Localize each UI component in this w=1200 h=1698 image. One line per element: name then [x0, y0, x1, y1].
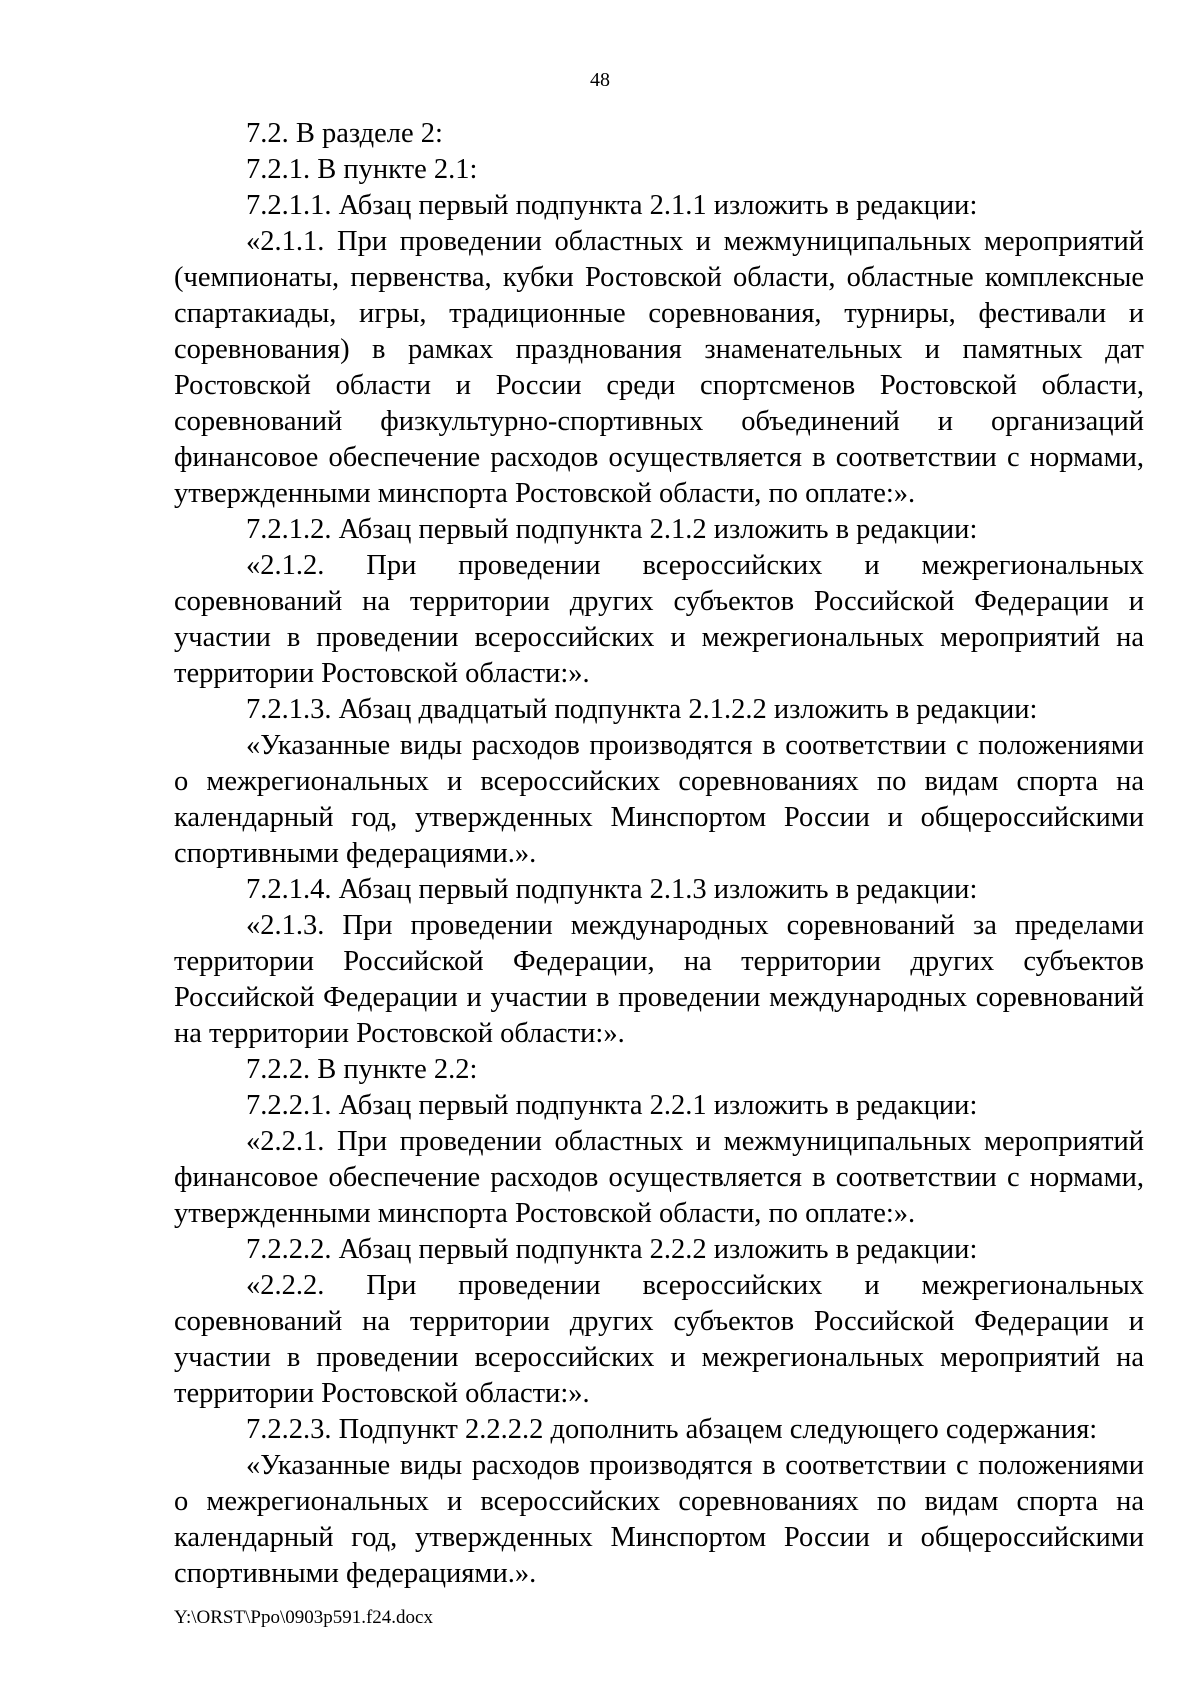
paragraph-quote-2-1-1: «2.1.1. При проведении областных и межмуниципальных мероприятий (чемпионаты, первенства, кубки Ростовской области, областные комплексные спартакиады, игры, традиционные соревнования, турниры, фестивали и соревнования) в рамках празднования знаменательных и памятных дат Ростовской области и России среди спортсменов Ростовской области, соревнований физкультурно-спортивных объединений и организаций финансовое обеспечение расходов осуществляется в соответствии с нормами, утвержденными минспорта Ростовской области, по оплате:». — [174, 226, 1144, 509]
footer-file-path: Y:\ORST\Ppo\0903p591.f24.docx — [174, 1607, 433, 1628]
paragraph-quote-2-2-2-2: «Указанные виды расходов производятся в соответствии с положениями о межрегиональных и всероссийских соревнованиях по видам спорта на календарный год, утвержденных Минспортом России и общероссийскими спортивными федерациями.». — [174, 1450, 1144, 1589]
paragraph-section-7-2-1-1: 7.2.1.1. Абзац первый подпункта 2.1.1 изложить в редакции: — [246, 190, 978, 221]
paragraph-section-7-2-2-2: 7.2.2.2. Абзац первый подпункта 2.2.2 изложить в редакции: — [246, 1234, 978, 1265]
document-body — [174, 116, 1144, 1592]
paragraph-quote-2-1-2: «2.1.2. При проведении всероссийских и межрегиональных соревнований на территории других субъектов Российской Федерации и участии в проведении всероссийских и межрегиональных мероприятий на территории Ростовской области:». — [174, 550, 1144, 689]
paragraph-quote-2-2-2: «2.2.2. При проведении всероссийских и межрегиональных соревнований на территории других субъектов Российской Федерации и участии в проведении всероссийских и межрегиональных мероприятий на территории Ростовской области:». — [174, 1270, 1144, 1409]
paragraph-section-7-2-2: 7.2.2. В пункте 2.2: — [246, 1054, 478, 1085]
paragraph-section-7-2: 7.2. В разделе 2: — [246, 118, 443, 149]
paragraph-section-7-2-1-3: 7.2.1.3. Абзац двадцатый подпункта 2.1.2.2 изложить в редакции: — [246, 694, 1038, 725]
paragraph-section-7-2-1: 7.2.1. В пункте 2.1: — [246, 154, 478, 185]
paragraph-section-7-2-1-4: 7.2.1.4. Абзац первый подпункта 2.1.3 изложить в редакции: — [246, 874, 978, 905]
paragraph-section-7-2-2-3: 7.2.2.3. Подпункт 2.2.2.2 дополнить абзацем следующего содержания: — [246, 1414, 1098, 1445]
paragraph-quote-2-2-1: «2.2.1. При проведении областных и межмуниципальных мероприятий финансовое обеспечение расходов осуществляется в соответствии с нормами, утвержденными минспорта Ростовской области, по оплате:». — [174, 1126, 1144, 1229]
paragraph-quote-2-1-3: «2.1.3. При проведении международных соревнований за пределами территории Российской Федерации, на территории других субъектов Российской Федерации и участии в проведении международных соревнований на территории Ростовской области:». — [174, 910, 1144, 1049]
paragraph-section-7-2-2-1: 7.2.2.1. Абзац первый подпункта 2.2.1 изложить в редакции: — [246, 1090, 978, 1121]
page-number: 48 — [590, 69, 610, 91]
paragraph-quote-2-1-2-2: «Указанные виды расходов производятся в соответствии с положениями о межрегиональных и всероссийских соревнованиях по видам спорта на календарный год, утвержденных Минспортом России и общероссийскими спортивными федерациями.». — [174, 730, 1144, 869]
paragraph-section-7-2-1-2: 7.2.1.2. Абзац первый подпункта 2.1.2 изложить в редакции: — [246, 514, 978, 545]
